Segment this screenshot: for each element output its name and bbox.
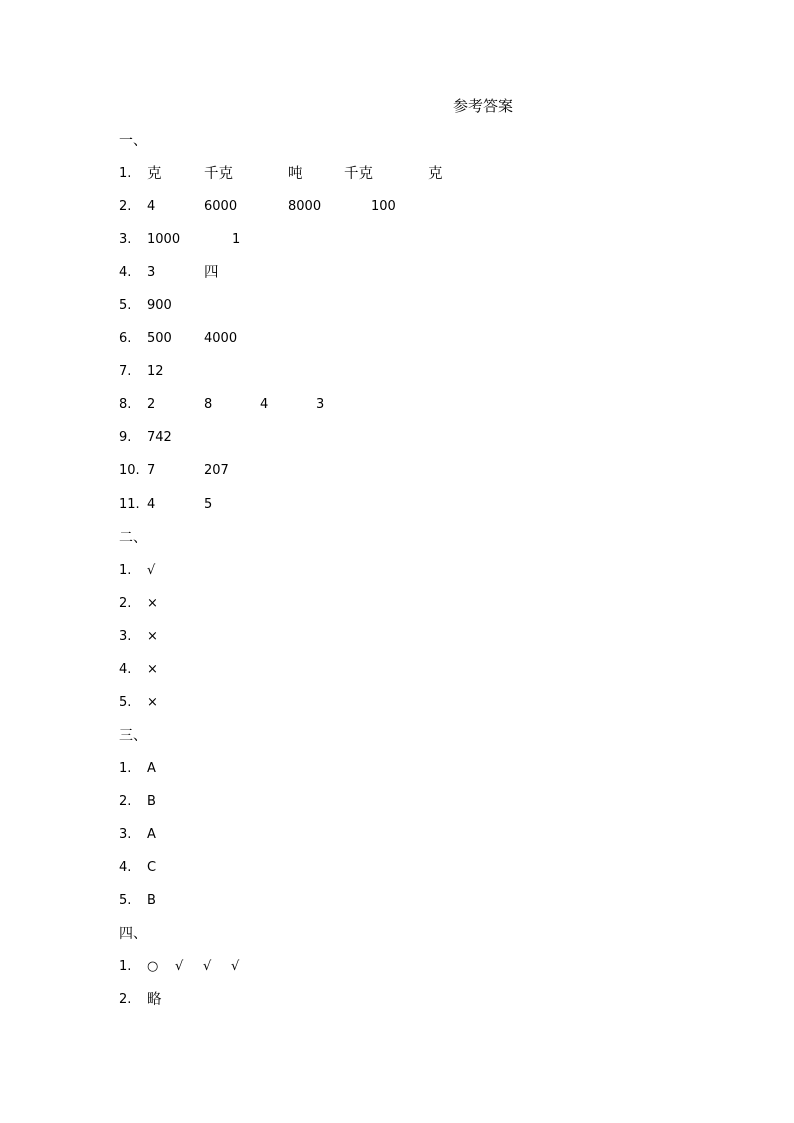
answer-value: × (147, 695, 158, 710)
answer-value: ○ (147, 959, 159, 974)
answer-value: 7 (147, 463, 156, 478)
answer-value: 3 (316, 397, 325, 412)
answer-value: √ (231, 959, 240, 974)
page-title: 参考答案 (452, 97, 513, 115)
answer-value: 四 (204, 265, 219, 281)
item-number: 1. (119, 959, 132, 974)
item-number: 1. (119, 563, 132, 578)
section-heading: 二、 (119, 530, 147, 546)
answer-value: 12 (147, 364, 164, 379)
item-number: 2. (119, 794, 132, 809)
answer-value: A (147, 761, 156, 776)
answer-value: 900 (147, 298, 172, 313)
answer-value: 1 (232, 232, 241, 247)
item-number: 6. (119, 331, 132, 346)
item-number: 3. (119, 629, 132, 644)
answer-value: 1000 (147, 232, 181, 247)
section-heading: 四、 (119, 926, 147, 942)
answer-value: 8000 (288, 199, 322, 214)
item-number: 5. (119, 893, 132, 908)
item-number: 4. (119, 265, 132, 280)
answer-value: × (147, 596, 158, 611)
answer-value: 6000 (204, 199, 238, 214)
item-number: 7. (119, 364, 132, 379)
item-number: 1. (119, 761, 132, 776)
answer-value: 克 (147, 166, 162, 182)
answer-value: B (147, 794, 156, 809)
item-number: 8. (119, 397, 132, 412)
answer-value: C (147, 860, 157, 875)
section-heading: 一、 (119, 133, 147, 149)
answer-value: 742 (147, 430, 172, 445)
answer-value: 4000 (204, 331, 238, 346)
item-number: 4. (119, 860, 132, 875)
answer-value: 千克 (344, 166, 373, 182)
item-number: 2. (119, 199, 132, 214)
answer-value: √ (175, 959, 184, 974)
answer-value: × (147, 629, 158, 644)
answer-value: 4 (147, 497, 156, 512)
answer-value: √ (203, 959, 212, 974)
answer-value: 吨 (288, 166, 303, 182)
item-number: 3. (119, 827, 132, 842)
answer-value: 克 (428, 166, 443, 182)
answer-value: 207 (204, 463, 229, 478)
answer-value: 2 (147, 397, 156, 412)
answer-value: 4 (147, 199, 156, 214)
item-number: 9. (119, 430, 132, 445)
answer-value: 100 (371, 199, 396, 214)
answer-value: B (147, 893, 156, 908)
answer-value: × (147, 662, 158, 677)
answer-value: 4 (260, 397, 269, 412)
item-number: 1. (119, 166, 132, 181)
answer-value: 8 (204, 397, 213, 412)
answer-value: 500 (147, 331, 172, 346)
item-number: 5. (119, 695, 132, 710)
answer-value: A (147, 827, 156, 842)
section-heading: 三、 (119, 728, 147, 744)
answer-value: 千克 (204, 166, 233, 182)
answer-value: 略 (147, 992, 162, 1008)
answer-value: 5 (204, 497, 213, 512)
answer-value: 3 (147, 265, 156, 280)
item-number: 10. (119, 463, 140, 478)
item-number: 5. (119, 298, 132, 313)
item-number: 11. (119, 497, 140, 512)
answer-value: √ (147, 563, 156, 578)
item-number: 2. (119, 992, 132, 1007)
item-number: 2. (119, 596, 132, 611)
item-number: 3. (119, 232, 132, 247)
item-number: 4. (119, 662, 132, 677)
